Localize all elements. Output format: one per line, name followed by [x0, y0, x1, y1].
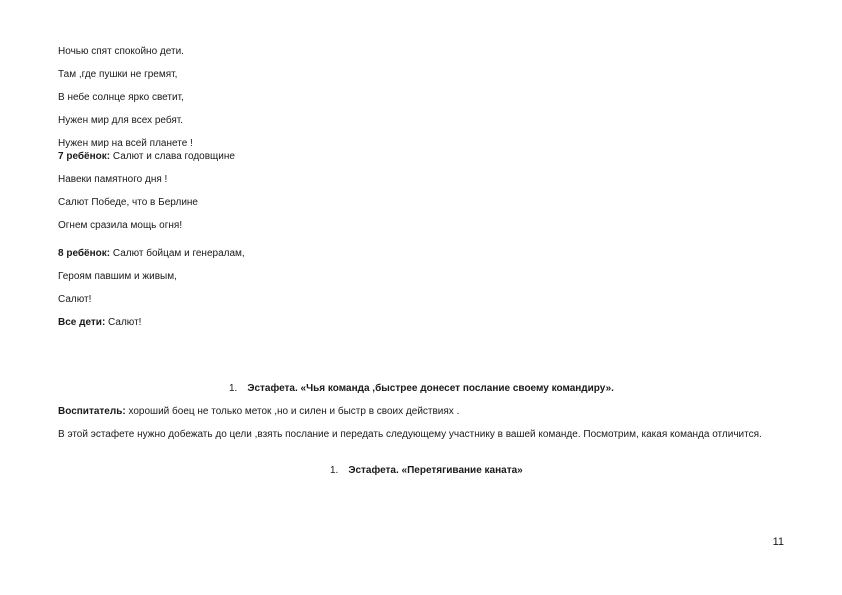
speech-text: Салют!: [105, 317, 142, 328]
relay-heading-1: [229, 383, 614, 395]
poem-line: Ночью спят спокойно дети.: [58, 46, 184, 57]
poem-line: Салют!: [58, 294, 92, 305]
relay-title: Эстафета. «Чья команда ,быстрее донесет послание своему командиру».: [247, 383, 614, 394]
relay-description: В этой эстафете нужно добежать до цели ,взять послание и передать следующему участнику в вашей команде. Посмотрим, какая команда отличится.: [58, 429, 762, 440]
poem-line: Огнем сразила мощь огня!: [58, 220, 183, 231]
speaker-label: 7 ребёнок:: [58, 151, 111, 162]
speech-text: Салют и слава годовщине: [110, 151, 235, 162]
poem-line: Навеки памятного дня !: [58, 174, 168, 185]
speech-text: Салют бойцам и генералам,: [110, 248, 245, 259]
speaker-label: 8 ребёнок:: [58, 248, 111, 259]
list-number: 1.: [330, 465, 339, 476]
page-number: 11: [772, 536, 784, 548]
poem-line: Нужен мир для всех ребят.: [58, 115, 184, 126]
poem-line: В небе солнце ярко светит,: [58, 92, 184, 103]
speech-text: хороший боец не только меток ,но и силен и быстр в своих действиях .: [125, 406, 460, 417]
child-8-line: [58, 248, 245, 260]
child-7-line: [58, 151, 235, 163]
teacher-line: [58, 406, 459, 418]
poem-line: Там ,где пушки не гремят,: [58, 69, 178, 80]
speaker-label: Воспитатель:: [58, 406, 126, 417]
list-number: 1.: [229, 383, 238, 394]
speaker-label: Все дети:: [58, 317, 106, 328]
relay-heading-2: [330, 465, 523, 477]
poem-line: Нужен мир на всей планете !: [58, 138, 193, 149]
poem-line: Героям павшим и живым,: [58, 271, 177, 282]
all-children-line: [58, 317, 141, 329]
poem-line: Салют Победе, что в Берлине: [58, 197, 198, 208]
relay-title: Эстафета. «Перетягивание каната»: [348, 465, 523, 476]
